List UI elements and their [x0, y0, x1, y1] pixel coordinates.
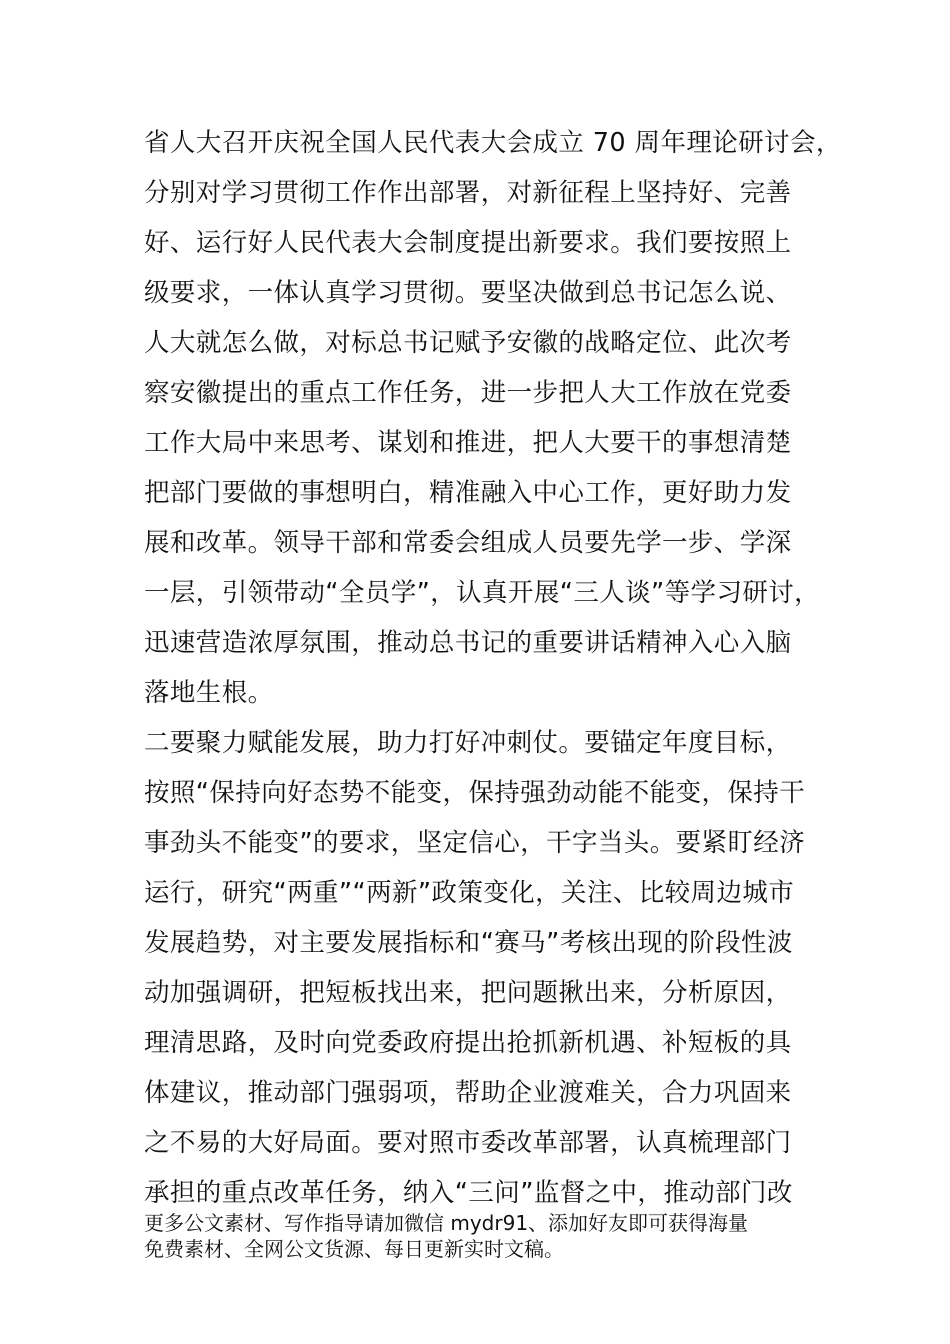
- text-line: 理清思路，及时向党委政府提出抢抓新机遇、补短板的具: [144, 1028, 792, 1058]
- text-line: 展和改革。领导干部和常委会组成人员要先学一步、学深: [144, 528, 792, 558]
- text-line: 发展趋势，对主要发展指标和“赛马”考核出现的阶段性波: [144, 928, 793, 958]
- text-line: 之不易的大好局面。要对照市委改革部署，认真梳理部门: [144, 1128, 792, 1158]
- document-body: [144, 118, 844, 1218]
- text-line: 把部门要做的事想明白，精准融入中心工作，更好助力发: [144, 478, 792, 508]
- text-line: 事劲头不能变”的要求，坚定信心，干字当头。要紧盯经济: [144, 828, 806, 858]
- footer-line: 免费素材、全网公文货源、每日更新实时文稿。: [144, 1237, 564, 1261]
- text-line: 好、运行好人民代表大会制度提出新要求。我们要按照上: [144, 228, 792, 258]
- text-line: 省人大召开庆祝全国人民代表大会成立 70 周年理论研讨会，: [144, 128, 842, 158]
- text-line: 运行，研究“两重”“两新”政策变化，关注、比较周边城市: [144, 878, 795, 908]
- text-line: 迅速营造浓厚氛围，推动总书记的重要讲话精神入心入脑: [144, 628, 792, 658]
- text-line: 一层，引领带动“全员学”，认真开展“三人谈”等学习研讨，: [144, 578, 821, 608]
- footer-line: 更多公文素材、写作指导请加微信 mydr91、添加好友即可获得海量: [144, 1211, 749, 1235]
- text-line: 承担的重点改革任务，纳入“三问”监督之中，推动部门改: [144, 1178, 793, 1208]
- text-line: 察安徽提出的重点工作任务，进一步把人大工作放在党委: [144, 378, 792, 408]
- footer-note: [144, 1210, 844, 1262]
- text-line: 工作大局中来思考、谋划和推进，把人大要干的事想清楚: [144, 428, 792, 458]
- text-line: 动加强调研，把短板找出来，把问题揪出来，分析原因，: [144, 978, 792, 1008]
- text-line: 体建议，推动部门强弱项，帮助企业渡难关，合力巩固来: [144, 1078, 792, 1108]
- text-line: 二要聚力赋能发展，助力打好冲刺仗。要锚定年度目标，: [144, 728, 792, 758]
- text-line: 人大就怎么做，对标总书记赋予安徽的战略定位、此次考: [144, 328, 792, 358]
- text-line: 按照“保持向好态势不能变，保持强劲动能不能变，保持干: [144, 778, 806, 808]
- text-line: 落地生根。: [144, 678, 274, 708]
- text-line: 分别对学习贯彻工作作出部署，对新征程上坚持好、完善: [144, 178, 792, 208]
- text-line: 级要求，一体认真学习贯彻。要坚决做到总书记怎么说、: [144, 278, 792, 308]
